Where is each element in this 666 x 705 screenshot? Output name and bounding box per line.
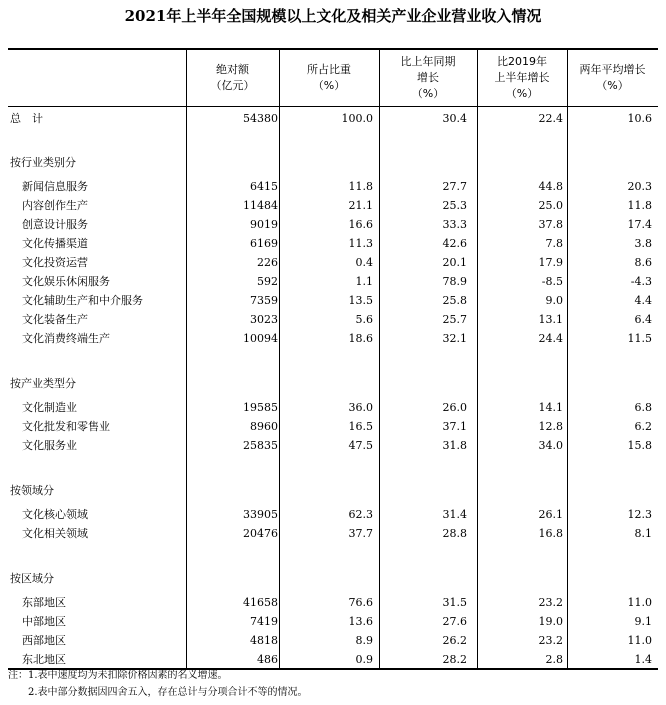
cell-two-year-avg: 1.4: [634, 653, 652, 666]
table-title: 2021年上半年全国规模以上文化及相关产业企业营业收入情况: [124, 7, 542, 25]
section-header-row: [8, 569, 658, 588]
cell-share: 13.6: [348, 615, 373, 628]
cell-absolute: 4818: [250, 634, 278, 647]
cell-yoy-growth: 26.0: [442, 401, 467, 414]
cell-share: 0.4: [355, 256, 373, 269]
cell-yoy-growth: 32.1: [442, 332, 467, 345]
cell-two-year-avg: 11.8: [627, 199, 652, 212]
cell-share: 76.6: [348, 596, 373, 609]
header-divider: [8, 106, 658, 107]
header-yoy-growth: 比上年同期 增长 （%）: [400, 55, 456, 100]
row-label: 内容创作生产: [22, 199, 88, 212]
cell-absolute: 19585: [243, 401, 278, 414]
cell-share: 21.1: [348, 199, 373, 212]
cell-yoy-growth: 25.7: [442, 313, 467, 326]
row-label: 文化服务业: [22, 439, 77, 452]
cell-absolute: 33905: [243, 508, 278, 521]
table-row: [8, 436, 658, 455]
table-row: [8, 329, 658, 348]
cell-share: 5.6: [355, 313, 373, 326]
cell-absolute: 25835: [243, 439, 278, 452]
row-label: 按区域分: [10, 572, 54, 585]
table-row: [8, 291, 658, 310]
cell-absolute: 592: [257, 275, 278, 288]
table-row: [8, 505, 658, 524]
row-label: 西部地区: [22, 634, 66, 647]
cell-two-year-avg: 11.0: [627, 634, 652, 647]
cell-share: 16.6: [348, 218, 373, 231]
row-label: 总 计: [10, 112, 43, 125]
cell-share: 100.0: [341, 112, 373, 125]
cell-two-year-avg: 8.1: [634, 527, 652, 540]
cell-yoy-growth: 78.9: [442, 275, 467, 288]
cell-share: 11.3: [348, 237, 373, 250]
cell-absolute: 41658: [243, 596, 278, 609]
cell-two-year-avg: 6.2: [634, 420, 652, 433]
table-row: [8, 631, 658, 650]
cell-absolute: 54380: [243, 112, 278, 125]
row-label: 文化制造业: [22, 401, 77, 414]
cell-yoy-growth: 25.3: [442, 199, 467, 212]
table-row: [8, 612, 658, 631]
row-label: 文化传播渠道: [22, 237, 88, 250]
cell-vs-2019: 16.8: [538, 527, 563, 540]
cell-yoy-growth: 33.3: [442, 218, 467, 231]
table-row: [8, 272, 658, 291]
cell-vs-2019: 25.0: [538, 199, 563, 212]
cell-vs-2019: 26.1: [538, 508, 563, 521]
cell-yoy-growth: 20.1: [442, 256, 467, 269]
row-label: 文化批发和零售业: [22, 420, 110, 433]
cell-two-year-avg: 9.1: [634, 615, 652, 628]
table-row: [8, 524, 658, 543]
cell-yoy-growth: 26.2: [442, 634, 467, 647]
section-header-row: [8, 374, 658, 393]
cell-absolute: 7419: [250, 615, 278, 628]
cell-two-year-avg: 4.4: [634, 294, 652, 307]
table-row: [8, 417, 658, 436]
row-label: 创意设计服务: [22, 218, 88, 231]
cell-two-year-avg: 10.6: [627, 112, 652, 125]
cell-vs-2019: 2.8: [545, 653, 563, 666]
cell-yoy-growth: 37.1: [442, 420, 467, 433]
row-label: 文化消费终端生产: [22, 332, 110, 345]
table-row: [8, 650, 658, 669]
cell-two-year-avg: 6.8: [634, 401, 652, 414]
cell-share: 0.9: [355, 653, 373, 666]
cell-vs-2019: 24.4: [538, 332, 563, 345]
cell-two-year-avg: 11.0: [627, 596, 652, 609]
cell-absolute: 11484: [243, 199, 278, 212]
row-label: 中部地区: [22, 615, 66, 628]
table-row: [8, 196, 658, 215]
cell-two-year-avg: 11.5: [627, 332, 652, 345]
row-label: 按产业类型分: [10, 377, 76, 390]
cell-absolute: 7359: [250, 294, 278, 307]
total-row: [8, 109, 658, 128]
cell-absolute: 20476: [243, 527, 278, 540]
cell-share: 8.9: [355, 634, 373, 647]
header-two-year-avg: 两年平均增长 （%）: [579, 63, 646, 92]
cell-absolute: 226: [257, 256, 278, 269]
cell-two-year-avg: 3.8: [634, 237, 652, 250]
cell-vs-2019: 23.2: [538, 634, 563, 647]
footnote: 2.表中部分数据因四舍五入，存在总计与分项合计不等的情况。: [8, 687, 308, 698]
cell-vs-2019: 44.8: [538, 180, 563, 193]
cell-vs-2019: 14.1: [538, 401, 563, 414]
cell-yoy-growth: 27.7: [442, 180, 467, 193]
cell-two-year-avg: -4.3: [630, 275, 652, 288]
row-label: 按行业类别分: [10, 156, 76, 169]
cell-vs-2019: 12.8: [538, 420, 563, 433]
cell-yoy-growth: 31.8: [442, 439, 467, 452]
cell-yoy-growth: 27.6: [442, 615, 467, 628]
row-label: 按领域分: [10, 484, 54, 497]
row-label: 文化装备生产: [22, 313, 88, 326]
cell-absolute: 6415: [250, 180, 278, 193]
cell-two-year-avg: 20.3: [627, 180, 652, 193]
table-row: [8, 215, 658, 234]
cell-vs-2019: 7.8: [545, 237, 563, 250]
cell-yoy-growth: 28.2: [442, 653, 467, 666]
cell-share: 11.8: [348, 180, 373, 193]
table-row: [8, 593, 658, 612]
cell-absolute: 9019: [250, 218, 278, 231]
cell-yoy-growth: 28.8: [442, 527, 467, 540]
cell-share: 62.3: [348, 508, 373, 521]
cell-two-year-avg: 17.4: [627, 218, 652, 231]
cell-two-year-avg: 15.8: [627, 439, 652, 452]
header-vs-2019: 比2019年 上半年增长 （%）: [494, 55, 550, 100]
cell-two-year-avg: 8.6: [634, 256, 652, 269]
cell-share: 37.7: [348, 527, 373, 540]
row-label: 文化投资运营: [22, 256, 88, 269]
table-row: [8, 177, 658, 196]
cell-vs-2019: 34.0: [538, 439, 563, 452]
table-row: [8, 398, 658, 417]
cell-yoy-growth: 42.6: [442, 237, 467, 250]
cell-yoy-growth: 31.5: [442, 596, 467, 609]
cell-two-year-avg: 6.4: [634, 313, 652, 326]
section-header-row: [8, 481, 658, 500]
cell-absolute: 10094: [243, 332, 278, 345]
table-row: [8, 310, 658, 329]
row-label: 东部地区: [22, 596, 66, 609]
cell-yoy-growth: 25.8: [442, 294, 467, 307]
cell-share: 16.5: [348, 420, 373, 433]
cell-share: 47.5: [348, 439, 373, 452]
cell-vs-2019: 37.8: [538, 218, 563, 231]
data-table: [8, 48, 658, 670]
cell-yoy-growth: 30.4: [442, 112, 467, 125]
cell-vs-2019: -8.5: [541, 275, 563, 288]
row-label: 文化娱乐休闲服务: [22, 275, 110, 288]
cell-vs-2019: 13.1: [538, 313, 563, 326]
cell-share: 1.1: [355, 275, 373, 288]
cell-vs-2019: 22.4: [538, 112, 563, 125]
header-share: 所占比重 （%）: [307, 63, 351, 92]
table-row: [8, 253, 658, 272]
cell-share: 36.0: [348, 401, 373, 414]
cell-vs-2019: 17.9: [538, 256, 563, 269]
cell-absolute: 8960: [250, 420, 278, 433]
row-label: 新闻信息服务: [22, 180, 88, 193]
cell-two-year-avg: 12.3: [627, 508, 652, 521]
cell-share: 13.5: [348, 294, 373, 307]
table-row: [8, 234, 658, 253]
cell-vs-2019: 23.2: [538, 596, 563, 609]
row-label: 东北地区: [22, 653, 66, 666]
cell-share: 18.6: [348, 332, 373, 345]
row-label: 文化核心领域: [22, 508, 88, 521]
section-header-row: [8, 153, 658, 172]
row-label: 文化相关领域: [22, 527, 88, 540]
cell-vs-2019: 19.0: [538, 615, 563, 628]
header-absolute: 绝对额 （亿元）: [210, 63, 255, 92]
cell-yoy-growth: 31.4: [442, 508, 467, 521]
cell-absolute: 6169: [250, 237, 278, 250]
cell-absolute: 3023: [250, 313, 278, 326]
cell-absolute: 486: [257, 653, 278, 666]
footnote: 注：1.表中速度均为未扣除价格因素的名义增速。: [8, 670, 228, 681]
cell-vs-2019: 9.0: [545, 294, 563, 307]
row-label: 文化辅助生产和中介服务: [22, 294, 143, 307]
